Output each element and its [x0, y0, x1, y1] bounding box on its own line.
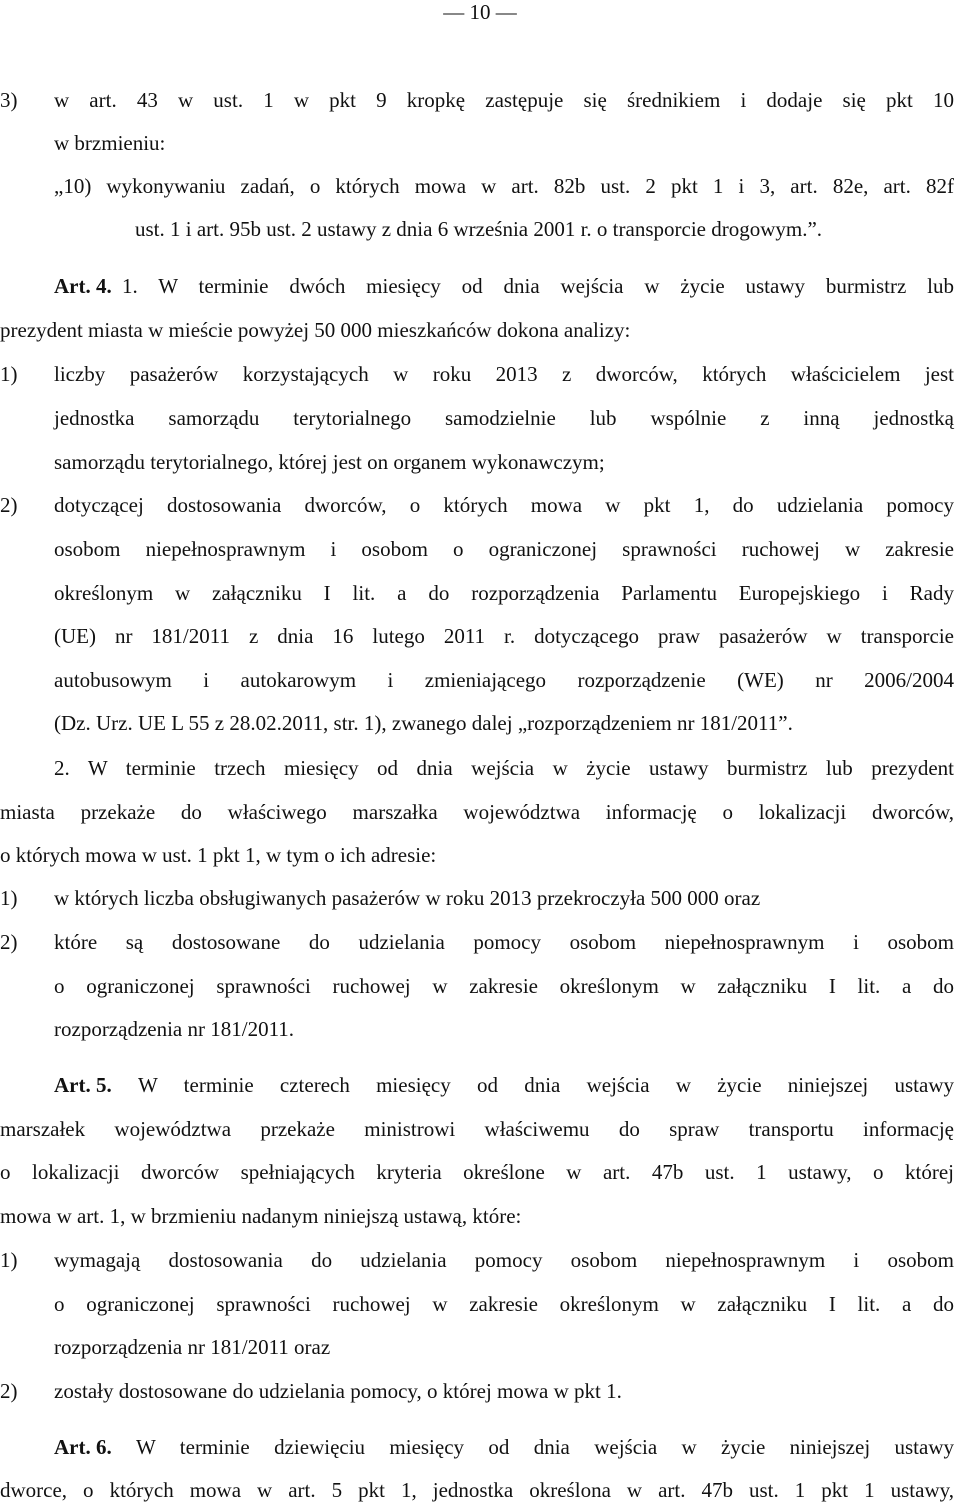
list-item-text: osobom niepełnosprawnym i osobom o ograniczonej sprawności ruchowej w zakresie	[54, 537, 954, 561]
article-heading: Art. 5.	[54, 1073, 112, 1097]
list-item-number: 1)	[0, 362, 18, 386]
list-item-number: 2)	[0, 930, 18, 954]
list-item-text: rozporządzenia nr 181/2011 oraz	[54, 1335, 331, 1359]
paragraph-text: marszałek województwa przekaże ministrowi właściwemu do spraw transportu informację	[0, 1117, 954, 1141]
list-item-text: które są dostosowane do udzielania pomocy osobom niepełnosprawnym i osobom	[54, 930, 954, 954]
list-item-text: (UE) nr 181/2011 z dnia 16 lutego 2011 r. dotyczącego praw pasażerów w transporcie	[54, 624, 954, 648]
list-item-text: w których liczba obsługiwanych pasażerów w roku 2013 przekroczyła 500 000 oraz	[54, 886, 761, 910]
paragraph-text: prezydent miasta w mieście powyżej 50 000 mieszkańców dokona analizy:	[0, 318, 631, 342]
paragraph-text: miasta przekaże do właściwego marszałka województwa informację o lokalizacji dworców,	[0, 800, 954, 824]
list-item-text: samorządu terytorialnego, której jest on organem wykonawczym;	[54, 450, 605, 474]
list-item-text: wymagają dostosowania do udzielania pomocy osobom niepełnosprawnym i osobom	[54, 1248, 954, 1272]
page-number: — 10 —	[443, 0, 517, 24]
paragraph-text: dworce, o których mowa w art. 5 pkt 1, jednostka określona w art. 47b ust. 1 pkt 1 ustawy,	[0, 1478, 954, 1502]
paragraph-text: o których mowa w ust. 1 pkt 1, w tym o ich adresie:	[0, 843, 437, 867]
list-item-text: autobusowym i autokarowym i zmieniającego rozporządzenie (WE) nr 2006/2004	[54, 668, 954, 692]
paragraph-text: mowa w art. 1, w brzmieniu nadanym niniejszą ustawą, które:	[0, 1204, 522, 1228]
list-item-text: określonym w załączniku I lit. a do rozporządzenia Parlamentu Europejskiego i Rady	[54, 581, 954, 605]
paragraph-text: 2. W terminie trzech miesięcy od dnia wejścia w życie ustawy burmistrz lub prezydent	[54, 756, 954, 780]
article-heading: Art. 6.	[54, 1435, 112, 1459]
list-item-text: rozporządzenia nr 181/2011.	[54, 1017, 295, 1041]
list-item-number: 1)	[0, 1248, 18, 1272]
paragraph-text: W terminie dziewięciu miesięcy od dnia wejścia w życie niniejszej ustawy	[136, 1435, 954, 1459]
list-item-text: o ograniczonej sprawności ruchowej w zakresie określonym w załączniku I lit. a do	[54, 974, 954, 998]
list-item-number: 2)	[0, 493, 18, 517]
list-item-text: liczby pasażerów korzystających w roku 2013 z dworców, których właścicielem jest	[54, 362, 954, 386]
quoted-amendment: ust. 1 i art. 95b ust. 2 ustawy z dnia 6 września 2001 r. o transporcie drogowym.”.	[135, 217, 823, 241]
list-item-number: 2)	[0, 1379, 18, 1403]
list-item-number: 1)	[0, 886, 18, 910]
list-item-number: 3)	[0, 88, 18, 112]
list-item-text: o ograniczonej sprawności ruchowej w zakresie określonym w załączniku I lit. a do	[54, 1292, 954, 1316]
paragraph-text: o lokalizacji dworców spełniających kryteria określone w art. 47b ust. 1 ustawy, o której	[0, 1160, 954, 1184]
list-item-text: zostały dostosowane do udzielania pomocy, o której mowa w pkt 1.	[54, 1379, 622, 1403]
paragraph-text: W terminie czterech miesięcy od dnia wejścia w życie niniejszej ustawy	[138, 1073, 954, 1097]
quoted-amendment: „10) wykonywaniu zadań, o których mowa w art. 82b ust. 2 pkt 1 i 3, art. 82e, art. 82f	[54, 174, 954, 198]
article-heading: Art. 4.	[54, 274, 112, 298]
paragraph-text: 1. W terminie dwóch miesięcy od dnia wejścia w życie ustawy burmistrz lub	[122, 274, 954, 298]
list-item-text: jednostka samorządu terytorialnego samodzielnie lub wspólnie z inną jednostką	[54, 406, 954, 430]
list-item-text: w brzmieniu:	[54, 131, 166, 155]
list-item-text: w art. 43 w ust. 1 w pkt 9 kropkę zastępuje się średnikiem i dodaje się pkt 10	[54, 88, 954, 112]
list-item-text: (Dz. Urz. UE L 55 z 28.02.2011, str. 1), zwanego dalej „rozporządzeniem nr 181/2011”.	[54, 711, 793, 735]
list-item-text: dotyczącej dostosowania dworców, o których mowa w pkt 1, do udzielania pomocy	[54, 493, 954, 517]
